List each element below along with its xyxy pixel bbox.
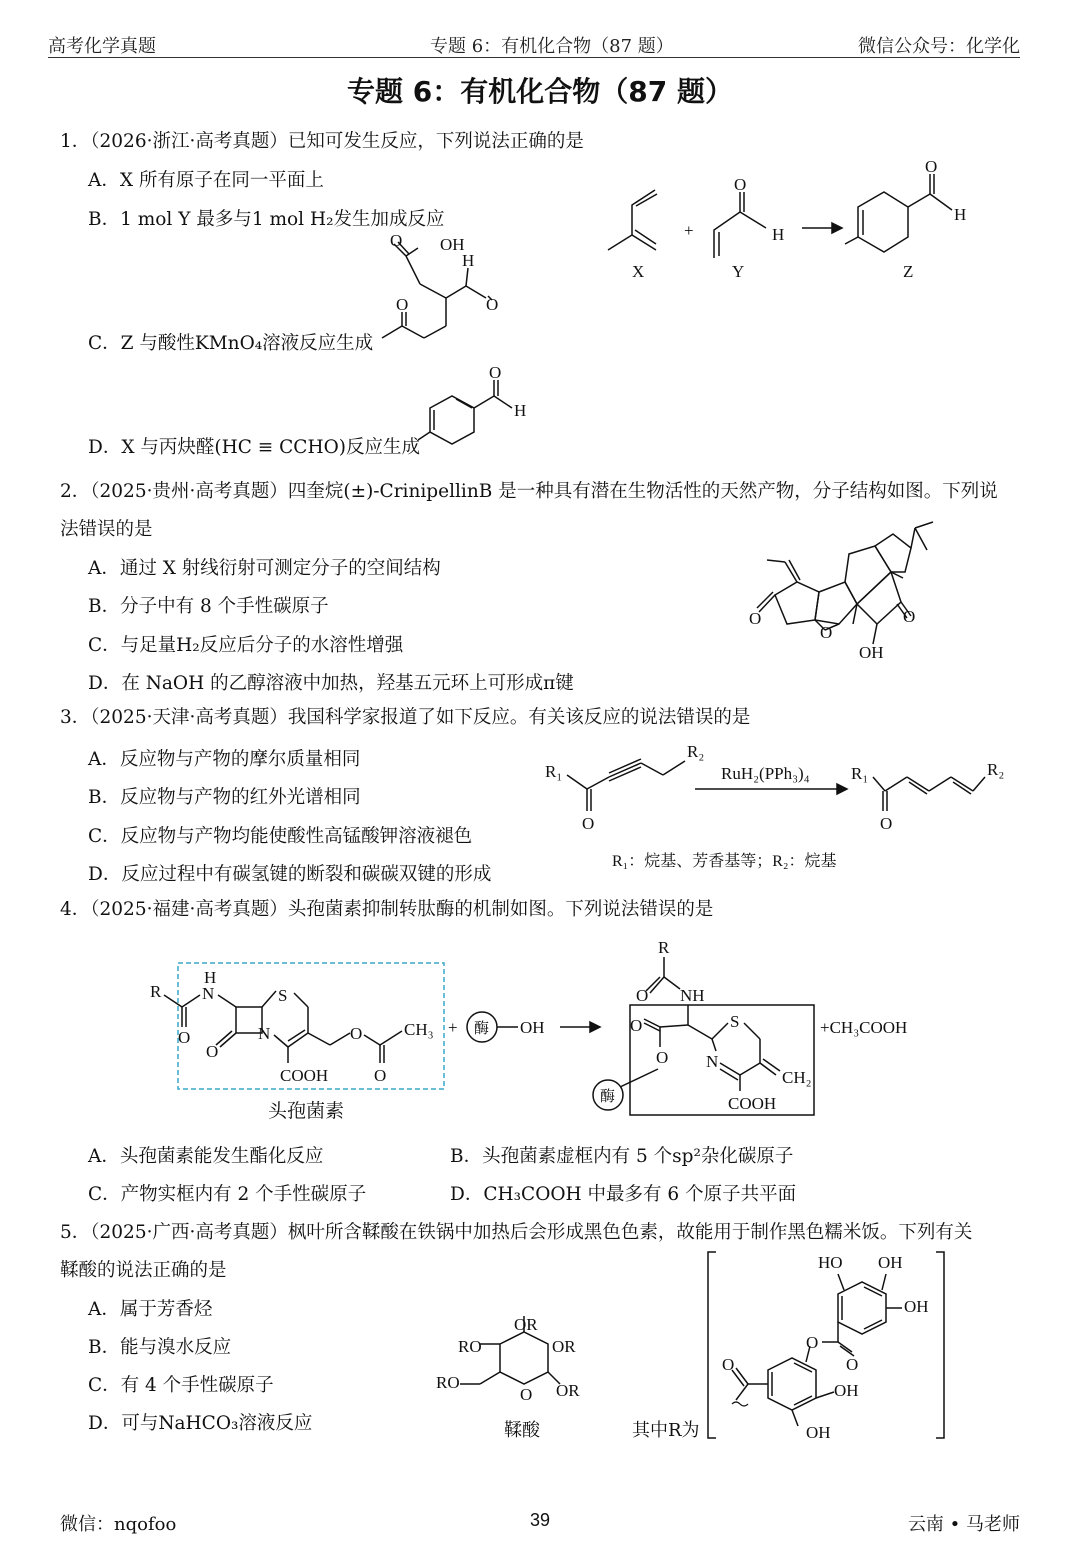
svg-text:R₂: R₂ <box>687 742 705 761</box>
svg-text:O: O <box>350 1024 363 1043</box>
svg-text:OH: OH <box>834 1381 859 1400</box>
cephalosporin-caption: 头孢菌素 <box>268 1100 345 1122</box>
svg-text:酶: 酶 <box>600 1089 616 1105</box>
y-o-label: O <box>734 175 747 194</box>
q5-option-c: C．有 4 个手性碳原子 <box>88 1375 274 1396</box>
q5-option-a: A．属于芳香烃 <box>88 1299 213 1320</box>
q1-option-b: B．1 mol Y 最多与1 mol H₂发生加成反应 <box>88 209 445 230</box>
q2-stem-line1: 2．（2025·贵州·高考真题）四奎烷(±)-CrinipellinB 是一种具有潜在生物活性的天然产物，分子结构如图。下列说 <box>60 481 998 502</box>
q1-option-a: A．X 所有原子在同一平面上 <box>88 170 324 191</box>
svg-text:O: O <box>903 607 916 626</box>
svg-text:H: H <box>954 205 967 224</box>
svg-text:R₁: R₁ <box>545 762 563 781</box>
svg-text:O: O <box>820 623 833 642</box>
svg-text:O: O <box>178 1028 191 1047</box>
crinipellin-structure <box>745 520 945 670</box>
q3-option-b: B．反应物与产物的红外光谱相同 <box>88 787 361 808</box>
tannic-acid-core <box>436 1312 606 1412</box>
q4-byproduct: +CH₃COOH <box>820 1018 908 1037</box>
q1-d-structure <box>412 363 542 458</box>
q3-note: R₁：烷基、芳香基等；R₂：烷基 <box>612 853 837 870</box>
q2-option-c: C．与足量H₂反应后分子的水溶性增强 <box>88 635 404 656</box>
svg-text:O: O <box>486 295 499 314</box>
svg-text:R: R <box>150 982 162 1001</box>
page-number: 39 <box>530 1510 551 1530</box>
svg-text:N: N <box>706 1052 719 1071</box>
q4-option-a: A．头孢菌素能发生酯化反应 <box>88 1146 324 1167</box>
svg-text:H: H <box>204 968 217 987</box>
q3-catalyst: RuH₂(PPh₃)₄ <box>721 764 810 783</box>
q3-option-d: D．反应过程中有碳氢键的断裂和碳碳双键的形成 <box>88 864 492 885</box>
svg-text:O: O <box>374 1066 387 1085</box>
tannic-acid-caption: 鞣酸 <box>504 1420 540 1441</box>
svg-text:RO: RO <box>458 1337 482 1356</box>
svg-text:HO: HO <box>818 1253 843 1272</box>
svg-text:OH: OH <box>440 235 465 254</box>
svg-text:OH: OH <box>904 1297 929 1316</box>
q5-stem-line2: 鞣酸的说法正确的是 <box>60 1260 227 1281</box>
svg-text:O: O <box>390 231 403 250</box>
q1-reaction-scheme <box>600 157 1000 290</box>
svg-text:OR: OR <box>514 1315 538 1334</box>
svg-text:R: R <box>658 938 670 957</box>
header-right: 微信公众号：化学化 <box>858 36 1020 57</box>
svg-text:O: O <box>806 1333 819 1352</box>
svg-text:R₁: R₁ <box>851 764 869 783</box>
q2-option-d: D．在 NaOH 的乙醇溶液中加热，羟基五元环上可形成π键 <box>88 673 574 694</box>
svg-text:O: O <box>396 295 409 314</box>
y-h-label: H <box>772 225 785 244</box>
z-molecule <box>858 192 908 252</box>
svg-text:OR: OR <box>552 1337 576 1356</box>
svg-text:RO: RO <box>436 1373 460 1392</box>
label-x: X <box>632 262 645 281</box>
q1-option-d: D．X 与丙炔醛(HC ≡ CCHO)反应生成 <box>88 437 420 458</box>
svg-text:OH: OH <box>520 1018 545 1037</box>
label-z: Z <box>903 262 914 281</box>
svg-text:+: + <box>448 1018 458 1037</box>
svg-text:CH₂: CH₂ <box>782 1068 812 1087</box>
svg-text:O: O <box>630 1016 643 1035</box>
svg-text:CH₃: CH₃ <box>404 1020 434 1039</box>
svg-text:OH: OH <box>878 1253 903 1272</box>
q4-mechanism <box>140 935 940 1125</box>
q4-option-b: B．头孢菌素虚框内有 5 个sp²杂化碳原子 <box>450 1146 794 1167</box>
q5-stem-line1: 5．（2025·广西·高考真题）枫叶所含鞣酸在铁锅中加热后会形成黑色色素，故能用于制作黑色糯米饭。下列有关 <box>60 1222 973 1243</box>
svg-text:O: O <box>880 814 893 833</box>
q1-option-c: C．Z 与酸性KMnO₄溶液反应生成 <box>88 333 374 354</box>
header-left: 高考化学真题 <box>48 36 156 57</box>
q2-option-a: A．通过 X 射线衍射可测定分子的空间结构 <box>88 558 441 579</box>
q2-stem-line2: 法错误的是 <box>60 519 153 540</box>
svg-text:COOH: COOH <box>280 1066 329 1085</box>
q4-option-d: D．CH₃COOH 中最多有 6 个原子共平面 <box>450 1184 797 1205</box>
q3-option-a: A．反应物与产物的摩尔质量相同 <box>88 749 361 770</box>
svg-text:OR: OR <box>556 1381 580 1400</box>
r-group-structure <box>706 1250 956 1445</box>
q3-option-c: C．反应物与产物均能使酸性高锰酸钾溶液褪色 <box>88 826 473 847</box>
svg-text:H: H <box>462 251 475 270</box>
svg-text:NH: NH <box>680 986 705 1005</box>
svg-text:S: S <box>730 1012 740 1031</box>
footer-left: 微信：nqofoo <box>60 1514 177 1535</box>
label-y: Y <box>732 262 745 281</box>
q3-stem: 3．（2025·天津·高考真题）我国科学家报道了如下反应。有关该反应的说法错误的是 <box>60 707 751 728</box>
svg-text:N: N <box>202 984 215 1003</box>
svg-text:OH: OH <box>859 643 884 662</box>
q1-c-structure <box>376 231 516 346</box>
svg-text:O: O <box>846 1355 859 1374</box>
r-group-caption: 其中R为 <box>632 1420 700 1441</box>
q1-plus: + <box>684 221 694 240</box>
enzyme-label: 酶 <box>474 1021 490 1037</box>
q4-option-c: C．产物实框内有 2 个手性碳原子 <box>88 1184 367 1205</box>
q2-option-b: B．分子中有 8 个手性碳原子 <box>88 596 329 617</box>
svg-text:O: O <box>489 363 502 382</box>
svg-text:R₂: R₂ <box>987 760 1005 779</box>
svg-text:COOH: COOH <box>728 1094 777 1113</box>
svg-text:O: O <box>925 157 938 176</box>
q4-stem: 4．（2025·福建·高考真题）头孢菌素抑制转肽酶的机制如图。下列说法错误的是 <box>60 899 714 920</box>
svg-text:O: O <box>582 814 595 833</box>
svg-text:S: S <box>278 986 288 1005</box>
svg-text:N: N <box>258 1024 271 1043</box>
header-center: 专题 6：有机化合物（87 题） <box>430 36 674 57</box>
svg-text:O: O <box>722 1355 735 1374</box>
page-title: 专题 6：有机化合物（87 题） <box>347 75 733 108</box>
header-rule <box>48 57 1020 58</box>
svg-text:O: O <box>749 609 762 628</box>
q5-option-d: D．可与NaHCO₃溶液反应 <box>88 1413 313 1434</box>
svg-text:O: O <box>636 986 649 1005</box>
svg-text:O: O <box>520 1385 533 1404</box>
svg-text:O: O <box>206 1042 219 1061</box>
q3-reaction-scheme <box>545 742 1015 835</box>
footer-right: 云南 • 马老师 <box>907 1514 1020 1535</box>
svg-text:H: H <box>514 401 527 420</box>
svg-text:O: O <box>656 1048 669 1067</box>
y-molecule <box>714 212 766 258</box>
svg-text:OH: OH <box>806 1423 831 1442</box>
q5-option-b: B．能与溴水反应 <box>88 1337 232 1358</box>
q1-stem: 1．（2026·浙江·高考真题）已知可发生反应，下列说法正确的是 <box>60 131 584 152</box>
